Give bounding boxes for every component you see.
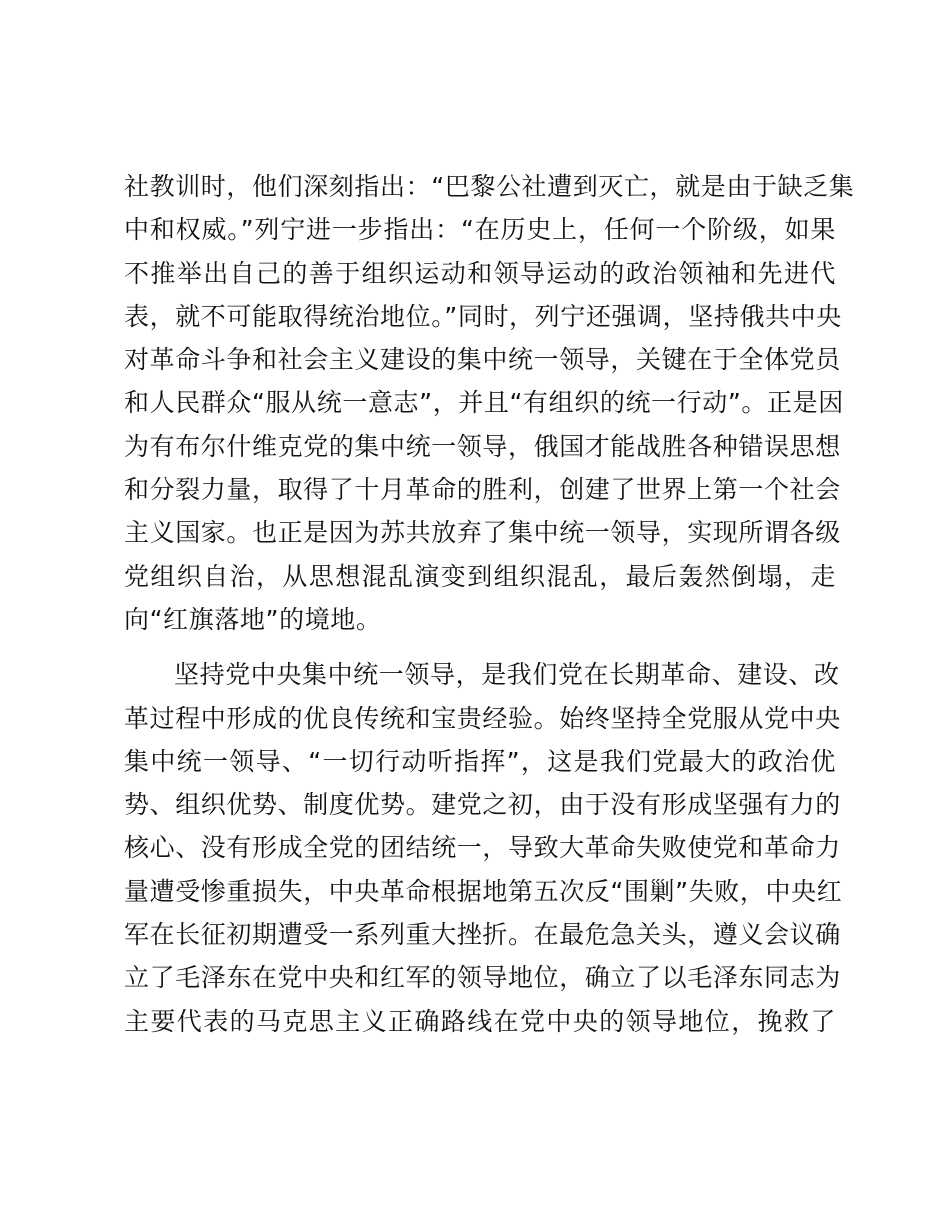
paragraph-1 (124, 165, 855, 641)
text-line: 主要代表的马克思主义正确路线在党中央的领导地位，挽救了 (124, 1006, 836, 1036)
text-line: 和分裂力量，取得了十月革命的胜利，创建了世界上第一个社会 (124, 475, 841, 505)
text-line: 量遭受惨重损失，中央革命根据地第五次反“围剿”失败，中央红 (124, 876, 843, 906)
text-line: 中和权威。”列宁进一步指出：“在历史上，任何一个阶级，如果 (124, 215, 836, 245)
text-line: 军在长征初期遭受一系列重大挫折。在最危急关头，遵义会议确 (124, 920, 841, 950)
text-line: 核心、没有形成全党的团结统一，导致大革命失败使党和革命力 (124, 833, 841, 863)
body-text (124, 165, 855, 1043)
paragraph-2 (124, 653, 843, 1043)
text-line: 为有布尔什维克党的集中统一领导，俄国才能战胜各种错误思想 (124, 431, 841, 461)
paragraph-spacer (124, 641, 836, 653)
text-line: 表，就不可能取得统治地位。”同时，列宁还强调，坚持俄共中央 (124, 301, 842, 331)
text-line: 向“红旗落地”的境地。 (124, 604, 382, 634)
text-line: 对革命斗争和社会主义建设的集中统一领导，关键在于全体党员 (124, 345, 841, 375)
text-line: 主义国家。也正是因为苏共放弃了集中统一领导，实现所谓各级 (124, 518, 841, 548)
text-line: 和人民群众“服从统一意志”，并且“有组织的统一行动”。正是因 (124, 388, 844, 418)
text-line: 立了毛泽东在党中央和红军的领导地位，确立了以毛泽东同志为 (124, 963, 841, 993)
text-line: 势、组织优势、制度优势。建党之初，由于没有形成坚强有力的 (124, 790, 841, 820)
text-line: 革过程中形成的优良传统和宝贵经验。始终坚持全党服从党中央 (124, 703, 841, 733)
text-line: 党组织自治，从思想混乱演变到组织混乱，最后轰然倒塌，走 (124, 561, 836, 591)
text-line: 不推举出自己的善于组织运动和领导运动的政治领袖和先进代 (124, 258, 836, 288)
text-line: 社教训时，他们深刻指出：“巴黎公社遭到灭亡，就是由于缺乏集 (124, 172, 855, 201)
text-line: 坚持党中央集中统一领导，是我们党在长期革命、建设、改 (174, 660, 840, 690)
text-line: 集中统一领导、“一切行动听指挥”，这是我们党最大的政治优 (124, 746, 836, 776)
